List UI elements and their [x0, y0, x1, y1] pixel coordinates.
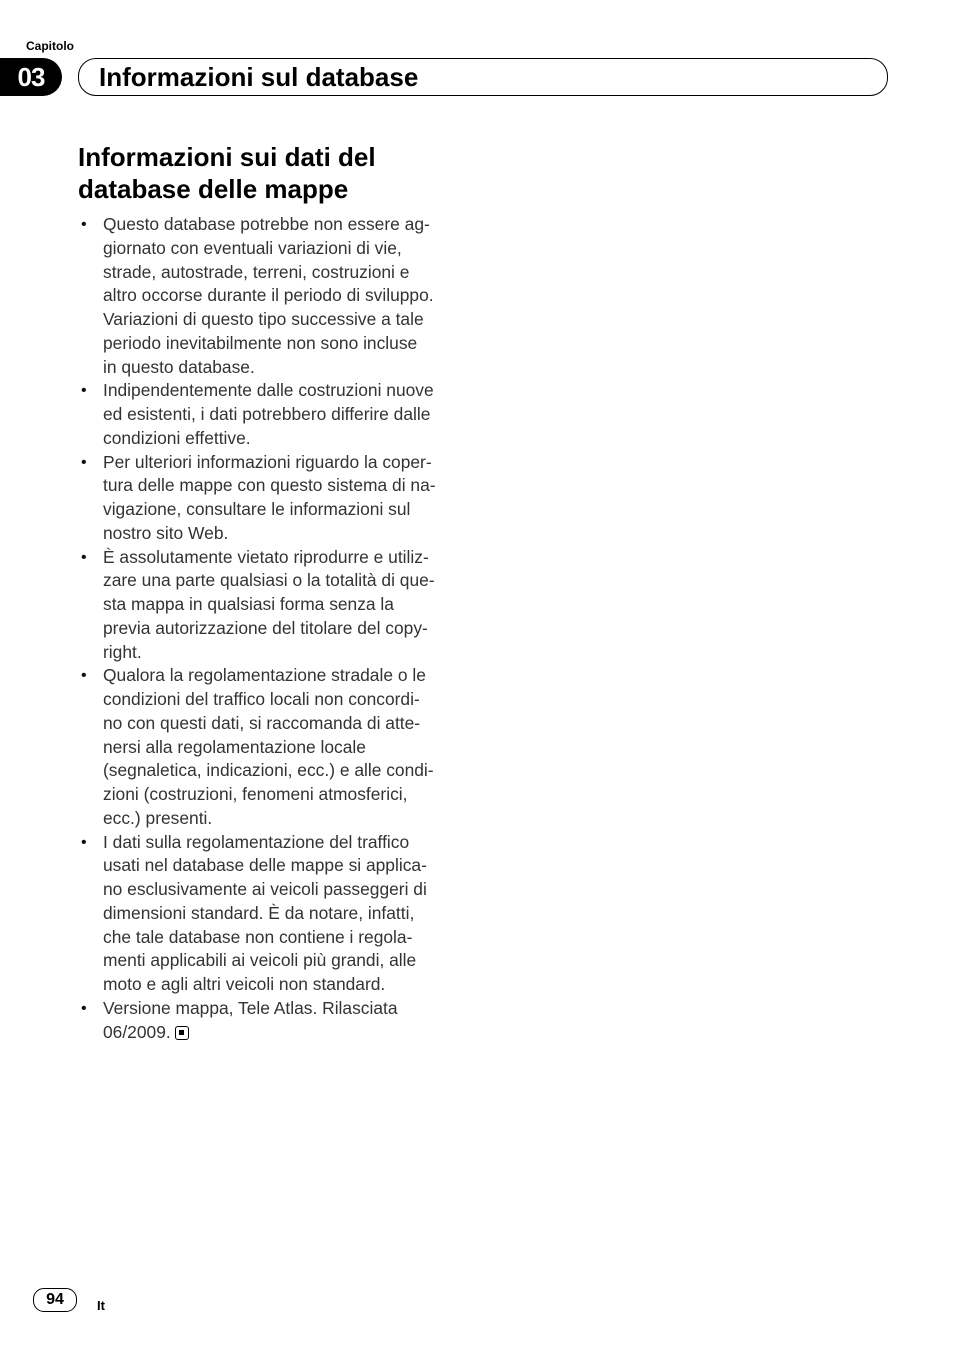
list-item-line: ed esistenti, i dati potrebbero differire dalle: [103, 404, 431, 424]
list-item-line: periodo inevitabilmente non sono incluse: [103, 332, 418, 353]
list-item-line: I dati sulla regolamentazione del traffico: [103, 831, 410, 852]
list-item-line: moto e agli altri veicoli non standard.: [103, 974, 386, 994]
list-item-line: no con questi dati, si raccomanda di atte-: [103, 712, 421, 733]
list-item-line: no esclusivamente ai veicoli passeggeri di: [103, 879, 427, 899]
bullet-icon: •: [81, 833, 87, 851]
end-of-section-icon: [175, 1026, 189, 1040]
bullet-list: [78, 213, 478, 1044]
bullet-icon: •: [81, 667, 87, 685]
list-item: [78, 379, 478, 450]
list-item-line: vigazione, consultare le informazioni sul: [103, 499, 411, 519]
section-title-line: database delle mappe: [78, 174, 349, 204]
list-item-line: 06/2009.: [103, 1021, 478, 1045]
chapter-title: Informazioni sul database: [99, 62, 419, 92]
list-item-line: zare una parte qualsiasi o la totalità di que-: [103, 570, 435, 591]
list-item-line: Questo database potrebbe non essere ag-: [103, 214, 430, 234]
list-item-line: Versione mappa, Tele Atlas. Rilasciata: [103, 997, 398, 1018]
list-item-line: altro occorse durante il periodo di sviluppo.: [103, 285, 434, 306]
bullet-icon: •: [81, 453, 87, 471]
language-code: It: [97, 1298, 105, 1313]
bullet-icon: •: [81, 382, 87, 400]
list-item-line: (segnaletica, indicazioni, ecc.) e alle condi-: [103, 760, 434, 781]
list-item-line: nersi alla regolamentazione locale: [103, 736, 366, 757]
list-item-line: Qualora la regolamentazione stradale o le: [103, 665, 426, 686]
list-item-line: Variazioni di questo tipo successive a tale: [103, 309, 424, 329]
section-title-line: Informazioni sui dati del: [78, 142, 376, 172]
list-item-line: giornato con eventuali variazioni di vie,: [103, 237, 402, 258]
chapter-number-tab: 03: [0, 58, 62, 96]
list-item-line: zioni (costruzioni, fenomeni atmosferici,: [103, 784, 408, 804]
list-item: [78, 664, 478, 830]
list-item-line: condizioni effettive.: [103, 427, 251, 448]
list-item: [78, 213, 478, 379]
bullet-icon: •: [81, 216, 87, 233]
list-item-line: usati nel database delle mappe si applica-: [103, 855, 427, 876]
list-item-line: dimensioni standard. È da notare, infatti,: [103, 902, 415, 923]
page-number: 94: [33, 1288, 77, 1312]
list-item-line: in questo database.: [103, 356, 255, 377]
list-item: [78, 451, 478, 546]
bullet-icon: •: [81, 999, 87, 1017]
list-item-line: che tale database non contiene i regola-: [103, 926, 413, 947]
list-item-line: È assolutamente vietato riprodurre e utiliz-: [103, 546, 429, 567]
bullet-icon: •: [81, 548, 87, 566]
list-item-line: condizioni del traffico locali non concordi-: [103, 689, 420, 709]
list-item-line: right.: [103, 641, 142, 662]
list-item-line: tura delle mappe con questo sistema di na-: [103, 475, 436, 496]
list-item-line: Indipendentemente dalle costruzioni nuove: [103, 380, 434, 401]
chapter-title-bar: [78, 58, 888, 96]
list-item-line: strade, autostrade, terreni, costruzioni e: [103, 261, 410, 282]
section-title: [78, 141, 376, 205]
list-item-line: nostro sito Web.: [103, 522, 229, 543]
list-item: [78, 997, 478, 1045]
list-item: [78, 831, 478, 997]
list-item-line: Per ulteriori informazioni riguardo la coper-: [103, 451, 432, 472]
list-item-line: menti applicabili ai veicoli più grandi, alle: [103, 950, 417, 971]
list-item-line: ecc.) presenti.: [103, 807, 213, 828]
list-item-line: previa autorizzazione del titolare del copy-: [103, 617, 428, 638]
list-item: [78, 546, 478, 665]
chapter-label: Capitolo: [26, 39, 74, 53]
list-item-line: sta mappa in qualsiasi forma senza la: [103, 594, 394, 614]
